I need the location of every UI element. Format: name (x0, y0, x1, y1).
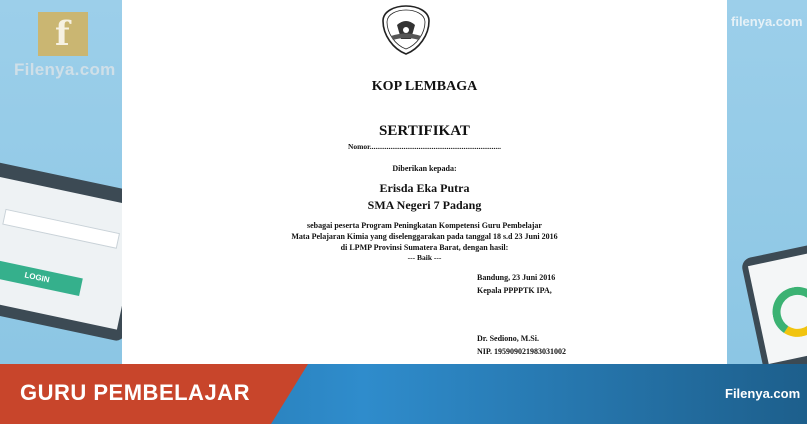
signer-title: Kepala PPPPTK IPA, (477, 286, 552, 295)
signer-name: Dr. Sediono, M.Si. (477, 334, 539, 343)
body-text-line-3: di LPMP Provinsi Sumatera Barat, dengan hasil: (340, 243, 509, 252)
result-text: --- Baik --- (407, 253, 442, 262)
laptop-screen (0, 173, 122, 329)
certificate-number: Nomor...................................................................... (347, 142, 502, 151)
recipient-name: Erisda Eka Putra (379, 181, 470, 195)
banner-title: GURU PEMBELAJAR (20, 380, 250, 405)
right-background-panel (727, 0, 807, 364)
tablet-illustration (740, 243, 807, 364)
login-button-illustration: LOGIN (0, 260, 83, 296)
institution-header: KOP LEMBAGA (371, 79, 478, 94)
body-text-line-2: Mata Pelajaran Kimia yang diselenggarakan pada tanggal 18 s.d 23 Juni 2016 (291, 232, 558, 241)
tut-wuri-handayani-emblem-icon (377, 3, 435, 57)
login-field-illustration (2, 209, 120, 249)
chart-ring-icon (768, 282, 807, 341)
given-to-label: Diberikan kepada: (392, 164, 457, 173)
recipient-school: SMA Negeri 7 Padang (367, 198, 482, 212)
filenya-logo-letter: f (55, 14, 70, 54)
signer-nip: NIP. 195909021983031002 (477, 347, 567, 356)
body-text-line-1: sebagai peserta Program Peningkatan Kompetensi Guru Pembelajar (307, 221, 542, 230)
laptop-illustration (0, 158, 122, 342)
banner-brand: Filenya.com (725, 386, 801, 401)
certificate-title: SERTIFIKAT (379, 123, 470, 139)
tablet-screen (748, 252, 807, 364)
left-background-panel (0, 0, 122, 364)
watermark-right: filenya.com (731, 14, 803, 29)
watermark-left: Filenya.com (14, 60, 116, 79)
place-date: Bandung, 23 Juni 2016 (477, 273, 556, 282)
certificate-document (122, 0, 727, 364)
